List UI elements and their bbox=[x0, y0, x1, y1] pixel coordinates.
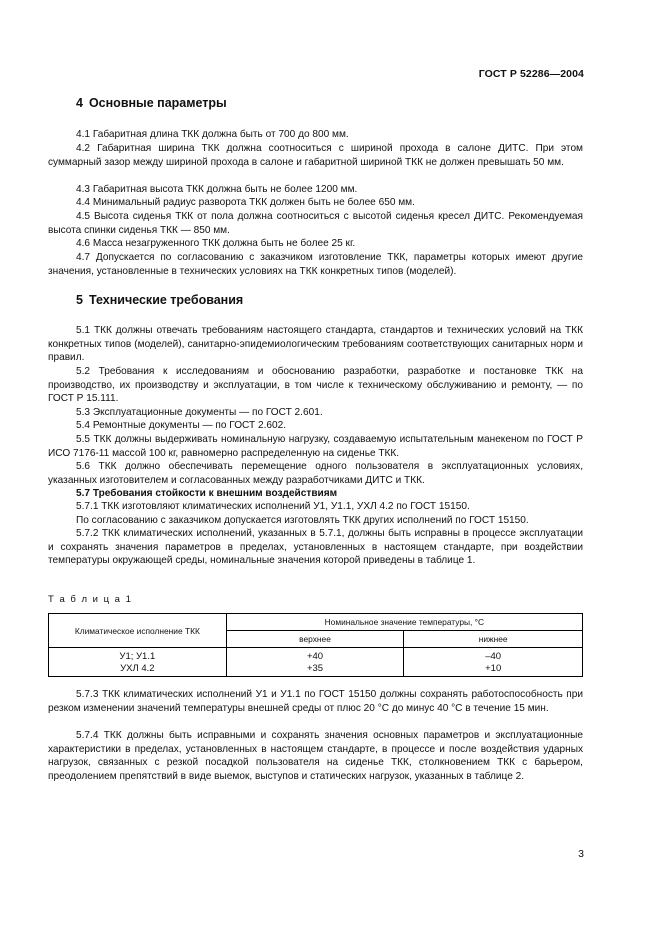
section-title: Основные параметры bbox=[88, 96, 227, 110]
paragraph: 5.7.3 ТКК климатических исполнений У1 и У1.1 по ГОСТ 15150 должны сохранять работоспособность при резком изменении значений температуры внешней среды от плюс 20 °С до минус 40 °С в течение 15 мин. bbox=[48, 689, 583, 714]
paragraph: 5.7.4 ТКК должны быть исправными и сохранять значения основных параметров и эксплуатационные характеристики в пределах, установленных в настоящем стандарте, в процессе и после воздействия ударных нагрузок, связанных с резкой посадкой пользователя на сиденье ТКК, столкновением ТКК с барьером, преодолением препятствий в виде выемок, выступов и статических нагрузок, указанных в таблице 2. bbox=[48, 730, 583, 782]
page-number: 3 bbox=[578, 848, 584, 860]
paragraph: 4.2 Габаритная ширина ТКК должна соотноситься с шириной прохода в салоне ДИТС. При этом суммарный зазор между шириной прохода в салоне и габаритной шириной ТКК не должен превышать 50 мм. bbox=[48, 143, 583, 168]
paragraph: По согласованию с заказчиком допускается изготовлять ТКК других исполнений по ГОСТ 15150. bbox=[76, 515, 529, 526]
paragraph: 5.2 Требования к исследованиям и обоснованию разработки, разработке и постановке ТКК на производство, их производству и эксплуатации, в том числе к техническому обслуживанию и ремонту, — по ГОСТ Р 15.111. bbox=[48, 366, 583, 405]
paragraph: 4.5 Высота сиденья ТКК от пола должна соотноситься с высотой сиденья кресел ДИТС. Рекомендуемая высота спинки сиденья ТКК — 850 мм. bbox=[48, 211, 583, 236]
cell-line: +10 bbox=[485, 662, 502, 674]
paragraph: 5.3 Эксплуатационные документы — по ГОСТ 2.601. bbox=[76, 407, 323, 418]
section-5-heading bbox=[76, 293, 243, 307]
document-id: ГОСТ Р 52286—2004 bbox=[478, 68, 584, 80]
paragraph: 4.7 Допускается по согласованию с заказчиком изготовление ТКК, параметры которых имеют другие значения, установленные в технических условиях на ТКК конкретных типов (моделей). bbox=[48, 252, 583, 277]
paragraph: 5.7.1 ТКК изготовляют климатических исполнений У1, У1.1, УХЛ 4.2 по ГОСТ 15150. bbox=[76, 501, 470, 512]
paragraph: 4.4 Минимальный радиус разворота ТКК должен быть не более 650 мм. bbox=[76, 197, 415, 208]
section-number: 4 bbox=[76, 96, 83, 110]
table-cell-execution bbox=[49, 648, 227, 677]
table-header-lower: нижнее bbox=[404, 631, 583, 648]
table-cell-upper bbox=[226, 648, 404, 677]
cell-line: У1; У1.1 bbox=[119, 651, 156, 662]
table-1 bbox=[48, 613, 583, 677]
table-cell-lower bbox=[404, 648, 583, 677]
subsection-heading: 5.7 Требования стойкости к внешним воздействиям bbox=[76, 488, 338, 499]
section-4-heading bbox=[76, 96, 227, 110]
table-header-temperature: Номинальное значение температуры, °С bbox=[226, 614, 582, 631]
table-header-upper: верхнее bbox=[226, 631, 404, 648]
section-number: 5 bbox=[76, 293, 83, 307]
paragraph: 5.6 ТКК должно обеспечивать перемещение одного пользователя в эксплуатационных условиях, указанных изготовителем и согласованных между разработчиками ДИТС и ТКК. bbox=[48, 461, 583, 486]
paragraph: 5.1 ТКК должны отвечать требованиям настоящего стандарта, стандартов и технических условий на ТКК конкретных типов (моделей), санитарно-эпидемиологическим требованиям соответствующих санитарных норм и правил. bbox=[48, 325, 583, 364]
cell-line: –40 bbox=[485, 651, 502, 662]
paragraph: 5.4 Ремонтные документы — по ГОСТ 2.602. bbox=[76, 420, 287, 431]
paragraph: 5.7.2 ТКК климатических исполнений, указанных в 5.7.1, должны быть исправны в процессе эксплуатации и сохранять значения параметров в пределах, установленных в настоящем стандарте, при воздействии температуры окружающей среды, номинальные значения которой приведены в таблице 1. bbox=[48, 528, 583, 567]
cell-line: УХЛ 4.2 bbox=[120, 662, 155, 674]
section-title: Технические требования bbox=[88, 293, 244, 307]
table-caption: Т а б л и ц а 1 bbox=[48, 594, 133, 605]
paragraph: 4.6 Масса незагруженного ТКК должна быть не более 25 кг. bbox=[76, 238, 356, 249]
paragraph: 5.5 ТКК должны выдерживать номинальную нагрузку, создаваемую испытательным манекеном по ГОСТ Р ИСО 7176-11 массой 100 кг, равномерно распределенную на сиденье ТКК. bbox=[48, 434, 583, 459]
table-row bbox=[49, 648, 583, 677]
paragraph: 4.1 Габаритная длина ТКК должна быть от 700 до 800 мм. bbox=[76, 129, 349, 140]
cell-line: +40 bbox=[306, 651, 324, 662]
paragraph: 4.3 Габаритная высота ТКК должна быть не более 1200 мм. bbox=[76, 184, 358, 195]
cell-line: +35 bbox=[306, 662, 324, 674]
table-header-execution: Климатическое исполнение ТКК bbox=[49, 614, 227, 648]
